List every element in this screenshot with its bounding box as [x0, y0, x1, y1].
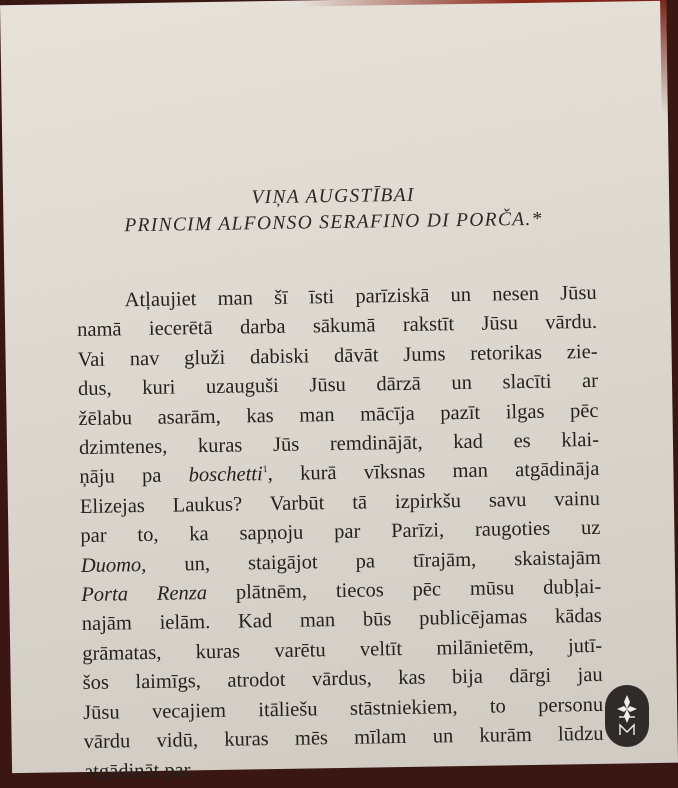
- text-fragment: plātnēm, tiecos pēc mūsu dubļai-: [206, 575, 602, 605]
- text-line: Atļaujiet man šī īsti parīziskā un nesen Jūsu: [124, 281, 597, 312]
- italic-word: boschetti: [188, 463, 263, 487]
- text-line: namā iecerētā darba sākumā rakstīt Jūsu vārdu.: [76, 311, 598, 342]
- text-fragment: ņāju pa: [79, 464, 189, 489]
- text-line: Jūsu vecajiem itāliešu stāstniekiem, to personu: [82, 693, 604, 724]
- book-cover-edge: [300, 0, 666, 7]
- text-line: Elizejas Laukus? Varbūt tā izpirkšu savu vainu: [79, 487, 601, 518]
- text-line: atgādināt par: [83, 758, 191, 783]
- text-line: grāmatas, kuras varētu veltīt milānietēm, jutī-: [82, 634, 603, 665]
- book-cover-edge-side: [660, 0, 668, 115]
- italic-word: Porta Renza: [81, 582, 208, 607]
- text-fragment: un, staigājot pa tīrajām, skaistajām: [146, 546, 601, 576]
- text-line: dus, kuri uzauguši Jūsu dārzā un slacīti ar: [77, 370, 599, 401]
- text-line: šos laimīgs, atrodot vārdus, kas bija dārgi jau: [82, 664, 603, 695]
- dedication-heading-line-2: PRINCIM ALFONSO SERAFINO DI PORČA.*: [124, 208, 543, 237]
- text-line: par to, ka sapņoju par Parīzi, raugoties uz: [80, 517, 601, 548]
- publisher-emblem-icon: [605, 685, 649, 747]
- text-fragment: , kurā vīksnas man atgādināja: [267, 458, 600, 486]
- text-line: žēlabu asarām, kas man mācīja pazīt ilgas pēc: [78, 399, 599, 430]
- text-line: vārdu vidū, kuras mēs mīlam un kurām lūdzu: [83, 722, 604, 754]
- text-line: najām ielām. Kad man būs publicējamas kādas: [81, 605, 602, 636]
- italic-word: Duomo,: [80, 553, 147, 577]
- dedication-heading-line-1: VIŅA AUGSTĪBAI: [251, 184, 415, 209]
- text-line: dzimtenes, kuras Jūs remdinājāt, kad es klai-: [78, 428, 600, 460]
- footnote-marker: 1: [262, 464, 268, 476]
- dedication-body: [76, 279, 604, 787]
- text-line: Vai nav gluži dabiski dāvāt Jums retorikas zie-: [77, 340, 598, 371]
